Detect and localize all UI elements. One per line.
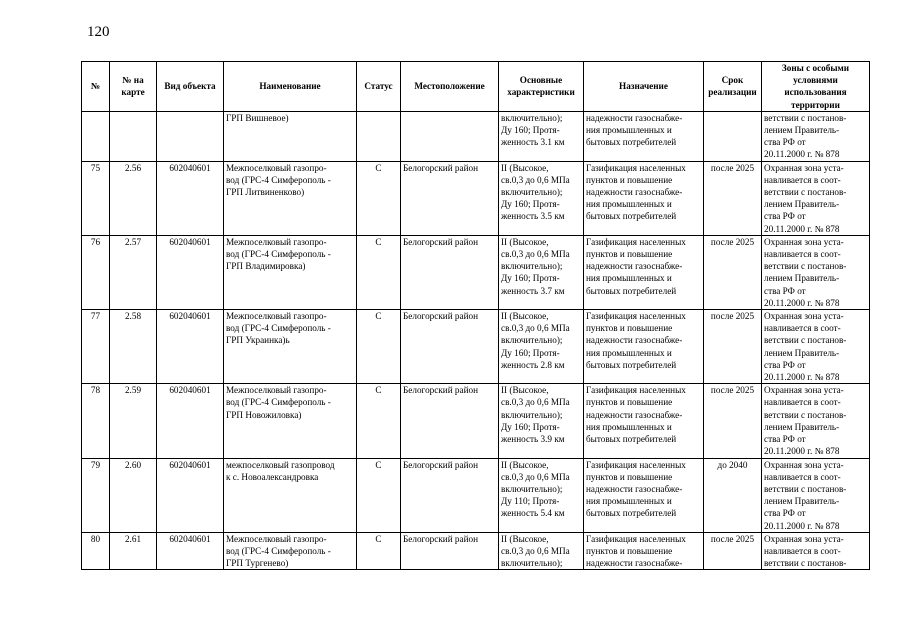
cell-num: 79	[82, 458, 110, 532]
cell-name: ГРП Вишневое)	[224, 111, 357, 161]
cell-zones: Охранная зона уста- навливается в соот- ветствии с постанов- лением Правитель- ства РФ от 20.11.2000 г. № 878	[762, 310, 870, 384]
cell-zones: Охранная зона уста- навливается в соот- ветствии с постанов- лением Правитель- ства РФ от 20.11.2000 г. № 878	[762, 161, 870, 235]
header-term: Срок реализации	[704, 62, 762, 112]
cell-num: 78	[82, 384, 110, 458]
cell-map-number: 2.60	[110, 458, 157, 532]
cell-object-kind: 602040601	[157, 384, 224, 458]
cell-object-kind: 602040601	[157, 532, 224, 570]
table-row	[82, 235, 870, 309]
header-location: Местоположение	[401, 62, 499, 112]
cell-map-number: 2.59	[110, 384, 157, 458]
header-purpose: Назначение	[584, 62, 704, 112]
cell-term: до 2040	[704, 458, 762, 532]
cell-status: С	[357, 458, 401, 532]
cell-name: Межпоселковый газопро- вод (ГРС-4 Симферополь - ГРП Литвиненково)	[224, 161, 357, 235]
cell-location	[401, 111, 499, 161]
cell-name: Межпоселковый газопро- вод (ГРС-4 Симферополь - ГРП Тургенево)	[224, 532, 357, 570]
cell-location: Белогорский район	[401, 384, 499, 458]
cell-num: 77	[82, 310, 110, 384]
cell-term: после 2025	[704, 161, 762, 235]
table-row	[82, 111, 870, 161]
cell-term	[704, 111, 762, 161]
cell-object-kind	[157, 111, 224, 161]
cell-term: после 2025	[704, 310, 762, 384]
cell-zones: Охранная зона уста- навливается в соот- ветствии с постанов-	[762, 532, 870, 570]
cell-purpose: Газификация населенных пунктов и повышение надежности газоснабже-	[584, 532, 704, 570]
cell-characteristics: II (Высокое, св.0,3 до 0,6 МПа включительно); Ду 160; Протя- женность 2.8 км	[499, 310, 584, 384]
cell-purpose: Газификация населенных пунктов и повышение надежности газоснабже- ния промышленных и бытовых потребителей	[584, 235, 704, 309]
cell-zones: Охранная зона уста- навливается в соот- ветствии с постанов- лением Правитель- ства РФ от 20.11.2000 г. № 878	[762, 235, 870, 309]
cell-object-kind: 602040601	[157, 458, 224, 532]
cell-characteristics: включительно); Ду 160; Протя- женность 3.1 км	[499, 111, 584, 161]
cell-purpose: Газификация населенных пунктов и повышение надежности газоснабже- ния промышленных и бытовых потребителей	[584, 384, 704, 458]
table-row	[82, 458, 870, 532]
header-characteristics: Основные характеристики	[499, 62, 584, 112]
cell-status: С	[357, 310, 401, 384]
cell-zones: ветствии с постанов- лением Правитель- ства РФ от 20.11.2000 г. № 878	[762, 111, 870, 161]
cell-location: Белогорский район	[401, 235, 499, 309]
table-row	[82, 532, 870, 570]
cell-characteristics: II (Высокое, св.0,3 до 0,6 МПа включительно); Ду 160; Протя- женность 3.9 км	[499, 384, 584, 458]
cell-num: 75	[82, 161, 110, 235]
cell-object-kind: 602040601	[157, 235, 224, 309]
cell-zones: Охранная зона уста- навливается в соот- ветствии с постанов- лением Правитель- ства РФ от 20.11.2000 г. № 878	[762, 384, 870, 458]
cell-characteristics: II (Высокое, св.0,3 до 0,6 МПа включительно); Ду 160; Протя- женность 3.5 км	[499, 161, 584, 235]
cell-num: 80	[82, 532, 110, 570]
cell-name: межпоселковый газопровод к с. Новоалександровка	[224, 458, 357, 532]
table-row	[82, 310, 870, 384]
cell-num: 76	[82, 235, 110, 309]
cell-purpose: надежности газоснабже- ния промышленных и бытовых потребителей	[584, 111, 704, 161]
cell-characteristics: II (Высокое, св.0,3 до 0,6 МПа включительно);	[499, 532, 584, 570]
cell-name: Межпоселковый газопро- вод (ГРС-4 Симферополь - ГРП Новожиловка)	[224, 384, 357, 458]
header-name: Наименование	[224, 62, 357, 112]
cell-characteristics: II (Высокое, св.0,3 до 0,6 МПа включительно); Ду 160; Протя- женность 3.7 км	[499, 235, 584, 309]
cell-object-kind: 602040601	[157, 161, 224, 235]
page-number: 120	[87, 24, 110, 40]
table-row	[82, 161, 870, 235]
cell-status	[357, 111, 401, 161]
cell-status: С	[357, 384, 401, 458]
cell-zones: Охранная зона уста- навливается в соот- ветствии с постанов- лением Правитель- ства РФ от 20.11.2000 г. № 878	[762, 458, 870, 532]
cell-location: Белогорский район	[401, 310, 499, 384]
cell-status: С	[357, 161, 401, 235]
cell-num	[82, 111, 110, 161]
cell-location: Белогорский район	[401, 161, 499, 235]
cell-location: Белогорский район	[401, 532, 499, 570]
cell-status: С	[357, 532, 401, 570]
objects-table	[81, 61, 870, 570]
cell-name: Межпоселковый газопро- вод (ГРС-4 Симферополь - ГРП Владимировка)	[224, 235, 357, 309]
cell-term: после 2025	[704, 384, 762, 458]
cell-term: после 2025	[704, 235, 762, 309]
cell-map-number: 2.61	[110, 532, 157, 570]
cell-map-number: 2.56	[110, 161, 157, 235]
cell-purpose: Газификация населенных пунктов и повышение надежности газоснабже- ния промышленных и бытовых потребителей	[584, 458, 704, 532]
cell-purpose: Газификация населенных пунктов и повышение надежности газоснабже- ния промышленных и бытовых потребителей	[584, 161, 704, 235]
header-map-number: № на карте	[110, 62, 157, 112]
cell-name: Межпоселковый газопро- вод (ГРС-4 Симферополь - ГРП Украинка)ь	[224, 310, 357, 384]
cell-status: С	[357, 235, 401, 309]
cell-purpose: Газификация населенных пунктов и повышение надежности газоснабже- ния промышленных и бытовых потребителей	[584, 310, 704, 384]
header-zones: Зоны с особыми условиями использования территории	[762, 62, 870, 112]
cell-map-number: 2.58	[110, 310, 157, 384]
table-row	[82, 384, 870, 458]
header-object-kind: Вид объекта	[157, 62, 224, 112]
header-num: №	[82, 62, 110, 112]
cell-term: после 2025	[704, 532, 762, 570]
cell-object-kind: 602040601	[157, 310, 224, 384]
header-status: Статус	[357, 62, 401, 112]
cell-characteristics: II (Высокое, св.0,3 до 0,6 МПа включительно); Ду 110; Протя- женность 5.4 км	[499, 458, 584, 532]
cell-map-number: 2.57	[110, 235, 157, 309]
cell-map-number	[110, 111, 157, 161]
cell-location: Белогорский район	[401, 458, 499, 532]
table-header-row	[82, 62, 870, 112]
